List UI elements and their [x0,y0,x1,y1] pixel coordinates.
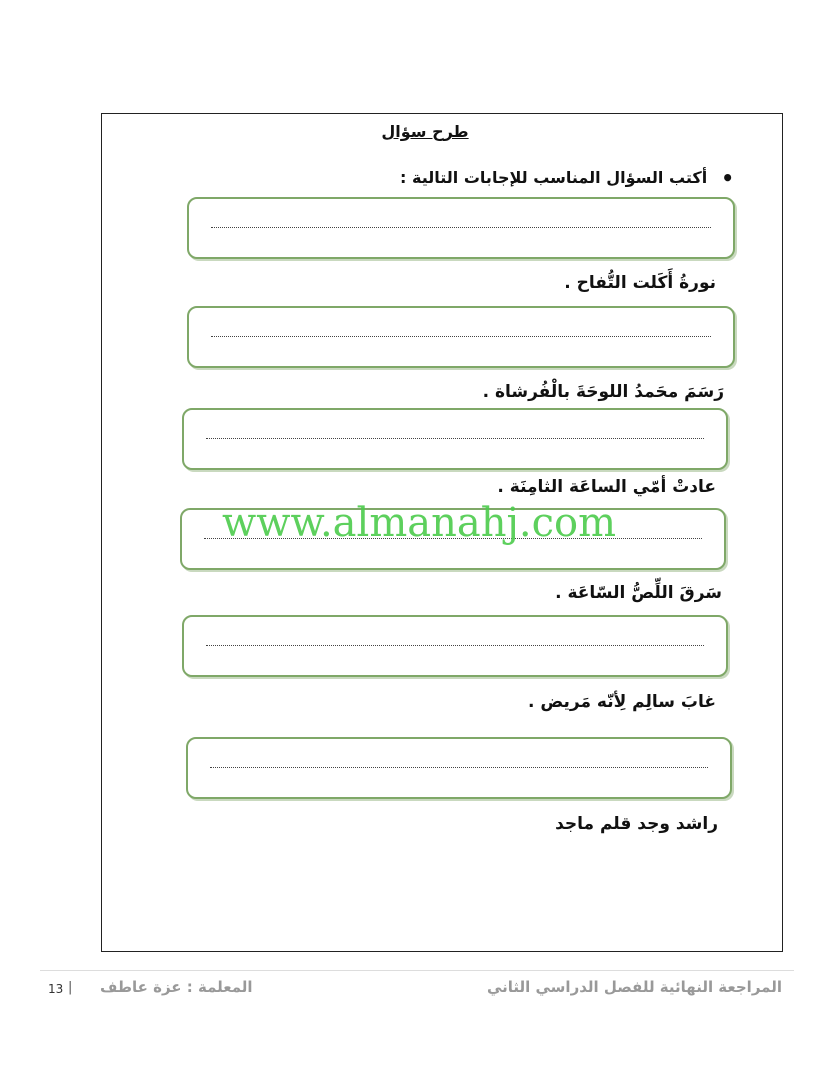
question-box-1[interactable] [187,197,735,259]
page-number: 13 [48,982,64,996]
worksheet-title: طرح سؤال [381,122,469,141]
answer-sentence-6: راشد وجد قلم ماجد [555,814,718,834]
dotted-line [211,336,711,337]
dotted-line [206,438,704,439]
answer-sentence-3: عادتْ أمّي الساعَة الثامِنَة . [497,477,716,497]
question-box-5[interactable] [182,615,728,677]
bullet-icon: • [721,166,734,190]
instruction-text: أكتب السؤال المناسب للإجابات التالية : [400,168,708,187]
answer-sentence-1: نورةُ أَكَلت التُّفاح . [564,273,716,293]
dotted-line [211,227,711,228]
footer-separator: | [68,980,73,995]
question-box-3[interactable] [182,408,728,470]
footer-review-title: المراجعة النهائية للفصل الدراسي الثاني [486,978,782,996]
instruction-line [400,166,734,190]
dotted-line [206,645,704,646]
footer-divider [40,970,794,971]
answer-sentence-4: سَرقَ اللِّصُّ السّاعَة . [555,583,722,603]
question-box-2[interactable] [187,306,735,368]
question-box-6[interactable] [186,737,732,799]
answer-sentence-5: غابَ سالِم لِأنّه مَريض . [527,692,716,712]
dotted-line [210,767,708,768]
footer-teacher-name: المعلمة : عزة عاطف [100,978,253,996]
answer-sentence-2: رَسَمَ محَمدُ اللوحَةَ بالْفُرشاة . [482,382,724,402]
watermark-text: www.almanahj.com [222,500,617,546]
